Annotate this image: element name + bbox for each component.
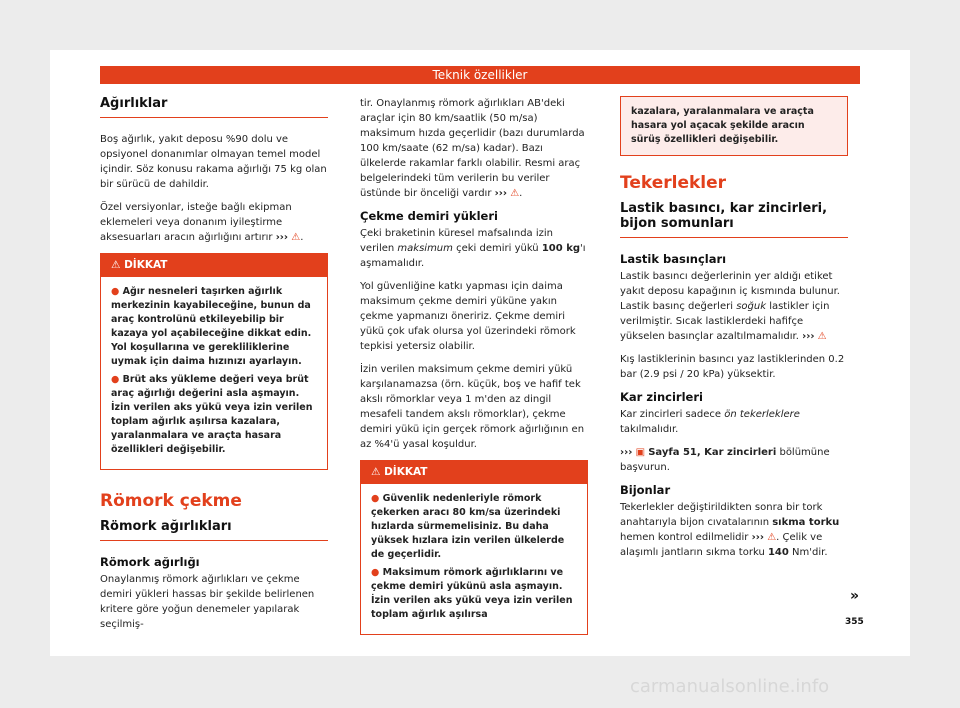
paragraph: tir. Onaylanmış römork ağırlıkları AB'deki araçlar için 80 km/saatlik (50 m/sa) maksimum hızda geçerlidir (bazı durumlarda 100 km/saate (62 m/sa) kadar). Bazı ülkelerde rakamlar farklı olabilir. Resmi araç belgelerindeki tüm verilerin bu veriler üstünde bir önceliği vardır ››› ⚠.: [360, 98, 585, 199]
heading-wheels: Tekerlekler: [620, 173, 727, 193]
paragraph: Onaylanmış römork ağırlıkları ve çekme demiri yükleri hassas bir şekilde belirlenen kriterе göre yoğun denemeler yapılarak seçilmiş-: [100, 574, 315, 630]
book-icon[interactable]: ▣: [635, 447, 646, 458]
warning-triangle-icon[interactable]: ⚠: [510, 188, 520, 199]
warning-item: ● Ağır nesneleri taşırken ağırlık merkezinin kayabileceğine, bunun da araç kontrolünü etkileyebilip bir kazaya yol açabileceğine dikkat edin. Yol koşullarına ve gerekliliklerine uymak için daima hızınızı ayarlayın.: [111, 286, 312, 367]
page-number: 355: [845, 617, 864, 627]
warning-header: ⚠ DİKKAT: [101, 254, 327, 277]
warning-triangle-icon[interactable]: ⚠: [817, 331, 827, 342]
paragraph: Özel versiyonlar, isteğe bağlı ekipman eklemeleri veya donanım iyileştirme aksesuarları aracın ağırlığını artırır ››› ⚠.: [100, 202, 304, 243]
warning-item: ● Maksimum römork ağırlıklarını ve çekme demiri yükünü asla aşmayın. İzin verilen aks yükü veya izin verilen toplam ağırlık aşılırsa: [371, 567, 573, 620]
warning-body: [101, 277, 327, 469]
section-header: [100, 66, 860, 84]
subheading-bolts: Bijonlar: [620, 483, 671, 497]
bullet-icon: ●: [371, 567, 380, 578]
arrow-link[interactable]: ›››: [751, 532, 764, 543]
heading-tyre: Lastik basıncı, kar zincirleri, bijon somunları: [620, 201, 848, 238]
column-3: [620, 96, 848, 568]
arrow-link[interactable]: ›››: [275, 232, 289, 243]
subheading-pressure: Lastik basınçları: [620, 252, 727, 266]
paragraph: Kış lastiklerinin basıncı yaz lastiklerinden 0.2 bar (2.9 psi / 20 kPa) yüksektir.: [620, 354, 845, 380]
subheading-chains: Kar zincirleri: [620, 390, 703, 404]
paragraph: Çeki braketinin küresel mafsalında izin verilen maksimum çeki demiri yükü 100 kg'ı aşmamalıdır.: [360, 228, 586, 269]
paragraph: Lastik basıncı değerlerinin yer aldığı etiket yakıt deposu kapağının iç kısmında bulunur. Lastik basınç değerleri soğuk lastikler için verilmiştir. Sıcak lastiklerdeki hafifçe yükselen basınçlar azaltılmamalıdır. ››› ⚠: [620, 271, 840, 342]
subheading-drawbar: Çekme demiri yükleri: [360, 209, 498, 223]
paragraph: Kar zincirleri sadece ön tekerleklere takılmalıdır.: [620, 409, 800, 435]
warning-continuation-box: kazalara, yaralanmalara ve araçta hasara yol açacak şekilde aracın sürüş özellikleri değişebilir.: [620, 96, 848, 156]
heading-towing: Römork çekme: [100, 491, 242, 511]
column-2: [360, 96, 588, 643]
heading-trailer-weights: Römork ağırlıkları: [100, 519, 328, 541]
warning-body: [361, 484, 587, 634]
heading-weights: Ağırlıklar: [100, 96, 328, 118]
subheading-trailer-weight: Römork ağırlığı: [100, 555, 200, 569]
warning-triangle-icon[interactable]: ⚠: [767, 532, 777, 543]
warning-triangle-icon[interactable]: ⚠: [291, 232, 301, 243]
paragraph: Boş ağırlık, yakıt deposu %90 dolu ve opsiyonel donanımlar olmayan temel model içindir. Söz konusu rakama ağırlığı 75 kg olan bir sürücü de dahildir.: [100, 134, 327, 190]
paragraph: Tekerlekler değiştirildikten sonra bir tork anahtarıyla bijon cıvatalarının sıkma torku hemen kontrol edilmelidir ››› ⚠. Çelik ve alaşımlı jantların sıkma torku 140 Nm'dir.: [620, 502, 840, 558]
section-title: Teknik özellikler: [432, 68, 528, 82]
warning-item: ● Brüt aks yükleme değeri veya brüt araç ağırlığı değerini asla aşmayın. İzin verilen aks yükü veya izin verilen toplam ağırlık aşılırsa kazalara, yaralanmalara ve araçta hasara özellikleri değişebilir.: [111, 374, 313, 455]
paragraph: İzin verilen maksimum çekme demiri yükü karşılanamazsa (örn. küçük, boş ve hafif tek akslı römorklar veya 1 m'den az dingil mesafeli tandem akslı römorklar), çekme demiri yükü için gerçek römork ağırlığının en az %4'ü yasal koşuldur.: [360, 364, 585, 450]
bullet-icon: ●: [111, 286, 120, 297]
arrow-link[interactable]: ›››: [494, 188, 507, 199]
warning-icon: ⚠: [111, 259, 121, 271]
arrow-link[interactable]: ›››: [620, 447, 633, 458]
watermark: carmanualsonline.info: [630, 676, 830, 697]
paragraph: Yol güvenliğine katkı yapması için daima maksimum çekme demiri yüküne yakın çekme yapmanızı öneririz. Çekme demiri yükü çok ufak olursa yol üzerindeki römork tepkisi yetersiz olabilir.: [360, 281, 576, 352]
bullet-icon: ●: [111, 374, 120, 385]
page-reference-link[interactable]: Sayfa 51, Kar zincirleri: [648, 447, 777, 458]
warning-header: ⚠ DİKKAT: [361, 461, 587, 484]
next-page-marker: »: [850, 588, 860, 604]
warning-item: ● Güvenlik nedenleriyle römork çekerken aracı 80 km/sa üzerindeki hızlarda sürmemelisiniz. Bu daha yüksek hızlara izin verilen ülkelerde de geçerlidir.: [371, 493, 565, 560]
arrow-link[interactable]: ›››: [802, 331, 815, 342]
warning-box: [100, 253, 328, 470]
warning-box: [360, 460, 588, 635]
warning-icon: ⚠: [371, 466, 381, 478]
bullet-icon: ●: [371, 493, 380, 504]
column-1: [100, 96, 328, 640]
paragraph: ››› ▣ Sayfa 51, Kar zincirleri bölümüne başvurun.: [620, 447, 830, 473]
